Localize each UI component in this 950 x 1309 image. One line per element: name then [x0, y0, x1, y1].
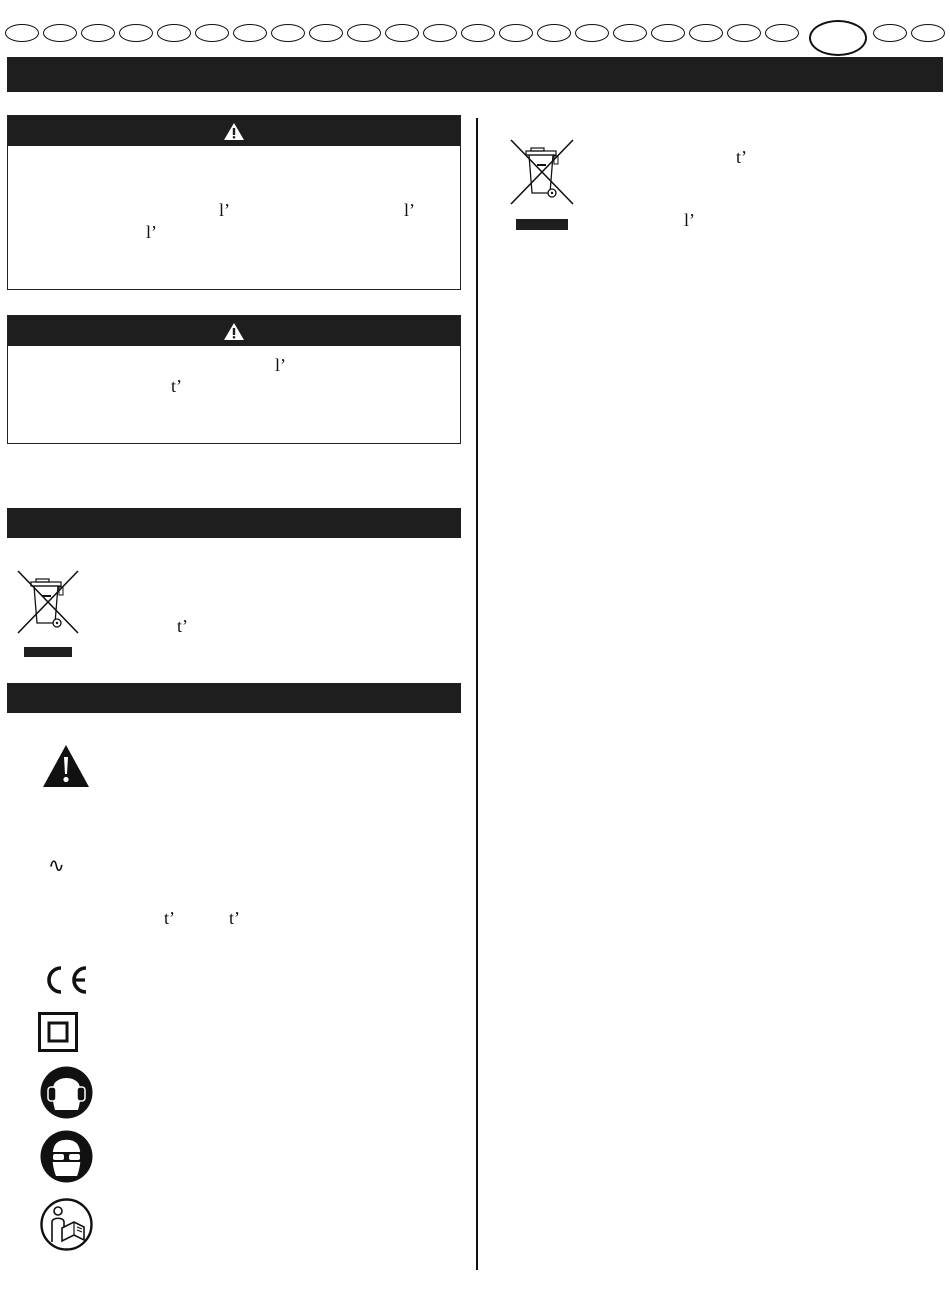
crossed-out-wheelie-bin-icon — [509, 138, 575, 206]
alternating-current-icon: ∿ — [48, 853, 65, 877]
read-manual-icon — [40, 1198, 93, 1251]
text-fragment: t’ — [164, 908, 175, 928]
text-fragment: l’ — [684, 210, 695, 230]
language-tab[interactable] — [689, 24, 723, 42]
language-tab[interactable] — [423, 24, 457, 42]
text-fragment: t’ — [229, 908, 240, 928]
language-tab[interactable] — [233, 24, 267, 42]
language-tab[interactable] — [765, 24, 799, 42]
language-tab[interactable] — [309, 24, 343, 42]
text-fragment: t’ — [736, 147, 747, 167]
column-divider — [476, 118, 478, 1270]
warning-box-header — [8, 116, 460, 146]
language-tab[interactable] — [911, 24, 945, 42]
warning-box-2 — [7, 315, 461, 444]
language-tab[interactable] — [499, 24, 533, 42]
page-title-bar — [7, 57, 943, 92]
text-fragment: l’ — [275, 355, 286, 375]
language-tab[interactable] — [347, 24, 381, 42]
environment-section-bar — [7, 508, 461, 538]
weee-underline-bar — [516, 219, 568, 230]
text-fragment: t’ — [171, 376, 182, 396]
symbols-section-bar — [7, 683, 461, 713]
text-fragment: l’ — [404, 200, 415, 220]
language-tab[interactable] — [385, 24, 419, 42]
warning-triangle-icon — [223, 322, 245, 341]
language-tab[interactable] — [271, 24, 305, 42]
language-tab[interactable] — [727, 24, 761, 42]
warning-triangle-icon — [223, 122, 245, 141]
language-tab[interactable] — [873, 24, 907, 42]
warning-box-1 — [7, 115, 461, 290]
language-tab[interactable] — [537, 24, 571, 42]
language-tab-active[interactable] — [809, 20, 867, 56]
language-tab[interactable] — [81, 24, 115, 42]
ear-protection-icon — [40, 1066, 93, 1119]
language-tab[interactable] — [461, 24, 495, 42]
language-tab[interactable] — [613, 24, 647, 42]
eye-protection-icon — [40, 1130, 93, 1183]
text-fragment: t’ — [177, 616, 188, 636]
weee-underline-bar — [24, 647, 72, 657]
ce-mark-icon — [42, 964, 90, 996]
language-tab[interactable] — [5, 24, 39, 42]
warning-triangle-icon — [42, 744, 90, 788]
language-tab[interactable] — [157, 24, 191, 42]
language-tab[interactable] — [195, 24, 229, 42]
crossed-out-wheelie-bin-icon — [16, 569, 80, 635]
language-tab[interactable] — [119, 24, 153, 42]
language-tab[interactable] — [575, 24, 609, 42]
double-insulation-icon — [38, 1012, 78, 1052]
language-tabs — [5, 20, 945, 46]
warning-box-header — [8, 316, 460, 346]
text-fragment: l’ — [219, 200, 230, 220]
language-tab[interactable] — [651, 24, 685, 42]
language-tab[interactable] — [43, 24, 77, 42]
text-fragment: l’ — [146, 222, 157, 242]
